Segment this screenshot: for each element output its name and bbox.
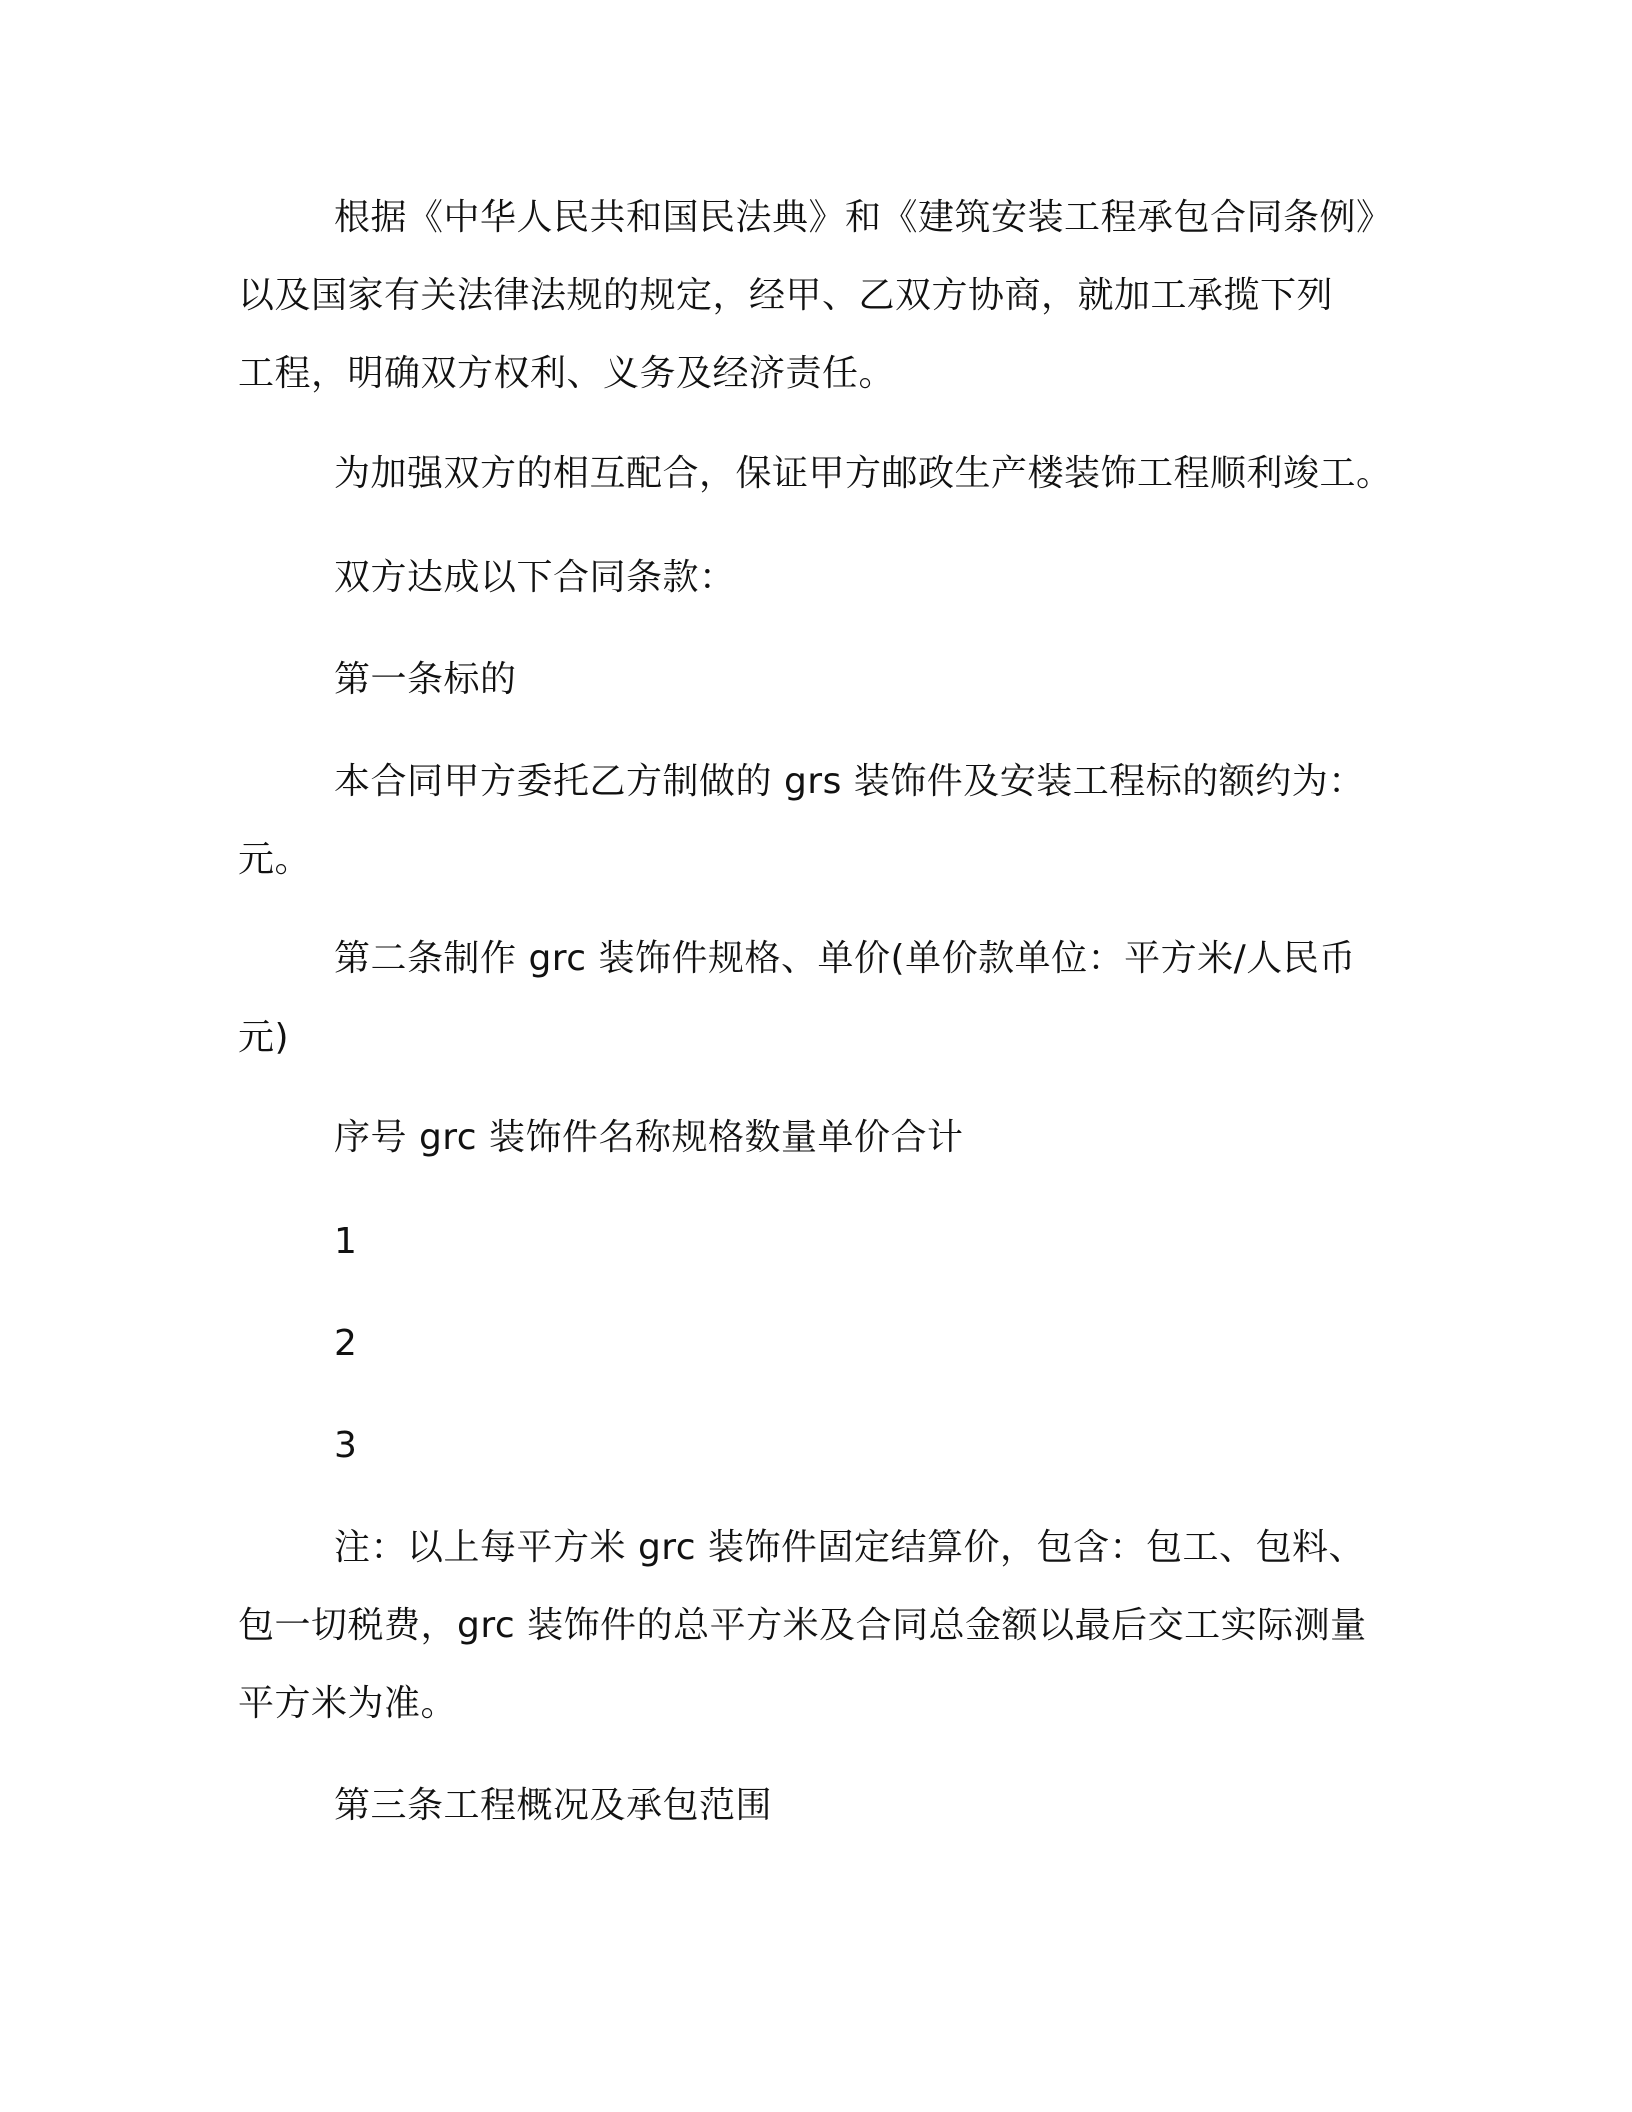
article-3-heading: 第三条工程概况及承包范围: [334, 1785, 773, 1826]
article-1-body-line-2: 元。: [238, 839, 312, 880]
article-2-heading-line-2: 元): [238, 1017, 290, 1058]
note-line-2: 包一切税费，grc 装饰件的总平方米及合同总金额以最后交工实际测量: [238, 1605, 1367, 1646]
note-line-3: 平方米为准。: [238, 1683, 458, 1724]
paragraph-legal-basis-line-3: 工程，明确双方权利、义务及经济责任。: [238, 353, 896, 394]
paragraph-legal-basis-line-1: 根据《中华人民共和国民法典》和《建筑安装工程承包合同条例》: [334, 197, 1393, 238]
article-1-body-line-1: 本合同甲方委托乙方制做的 grs 装饰件及安装工程标的额约为：: [334, 761, 1365, 802]
article-1-heading: 第一条标的: [334, 659, 517, 700]
table-row-2: 2: [334, 1323, 358, 1364]
paragraph-legal-basis-line-2: 以及国家有关法律法规的规定，经甲、乙双方协商，就加工承揽下列: [238, 275, 1334, 316]
table-row-3: 3: [334, 1425, 358, 1466]
table-row-1: 1: [334, 1221, 358, 1262]
paragraph-cooperation: 为加强双方的相互配合，保证甲方邮政生产楼装饰工程顺利竣工。: [334, 453, 1393, 494]
paragraph-agreement-intro: 双方达成以下合同条款：: [334, 557, 736, 598]
article-2-heading-line-1: 第二条制作 grc 装饰件规格、单价(单价款单位：平方米/人民币: [334, 938, 1356, 979]
note-line-1: 注：以上每平方米 grc 装饰件固定结算价，包含：包工、包料、: [334, 1527, 1366, 1568]
table-header-row: 序号 grc 装饰件名称规格数量单价合计: [334, 1117, 964, 1158]
